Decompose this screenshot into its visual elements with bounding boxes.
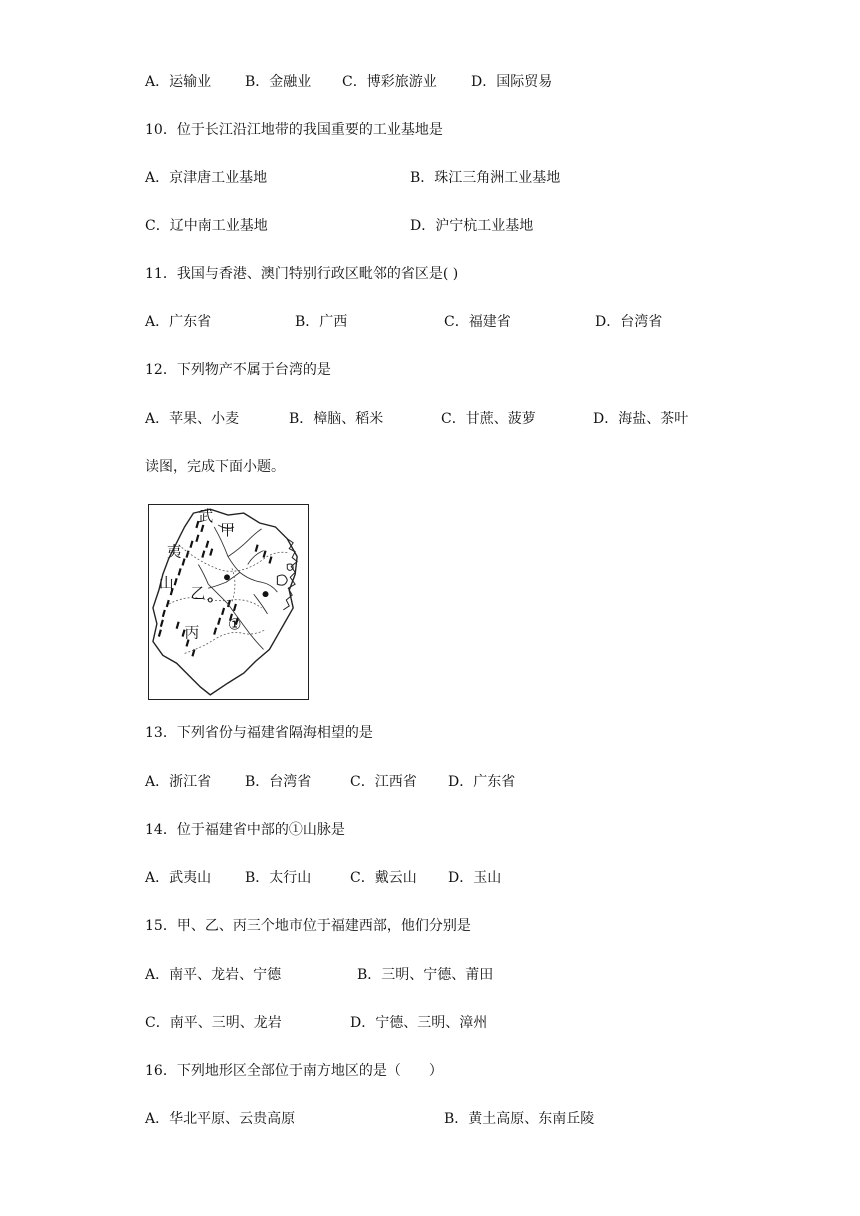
q13-option-c: C．江西省 (350, 774, 417, 790)
city-dot (224, 574, 230, 580)
q14-option-b: B．太行山 (245, 870, 312, 886)
q13-option-b: B．台湾省 (245, 774, 312, 790)
q9-option-b: B．金融业 (245, 74, 312, 90)
q14-option-d: D．玉山 (448, 870, 502, 886)
city-dot (263, 591, 269, 597)
q13-option-d: D．广东省 (448, 774, 516, 790)
q12-option-c: C．甘蔗、菠萝 (441, 411, 536, 427)
fujian-map-drawing (149, 505, 308, 699)
map-label-yi: 夷 (166, 543, 182, 561)
q11-option-b: B．广西 (295, 314, 348, 330)
q15-option-d: D．宁德、三明、漳州 (350, 1015, 488, 1031)
q12-stem: 12．下列物产不属于台湾的是 (145, 362, 331, 378)
q9-option-a: A．运输业 (145, 74, 212, 90)
q14-stem: 14．位于福建省中部的①山脉是 (145, 822, 345, 838)
mountain-range-marks (159, 521, 272, 656)
map-instruction: 读图，完成下面小题。 (145, 459, 285, 475)
map-label-wu: 武 (198, 508, 214, 526)
q9-option-c: C．博彩旅游业 (342, 74, 437, 90)
q10-option-b: B．珠江三角洲工业基地 (410, 170, 561, 186)
fujian-map (148, 504, 309, 700)
q12-option-d: D．海盐、茶叶 (593, 411, 689, 427)
q9-option-d: D．国际贸易 (471, 74, 553, 90)
map-label-shan: 山 (158, 575, 174, 593)
q10-option-a: A．京津唐工业基地 (145, 170, 268, 186)
q12-option-b: B．樟脑、稻米 (289, 411, 384, 427)
q10-option-c: C．辽中南工业基地 (145, 218, 268, 234)
q15-option-c: C．南平、三明、龙岩 (145, 1015, 282, 1031)
q13-stem: 13．下列省份与福建省隔海相望的是 (145, 725, 373, 741)
q11-option-d: D．台湾省 (595, 314, 663, 330)
q15-stem: 15．甲、乙、丙三个地市位于福建西部，他们分别是 (145, 918, 471, 934)
q12-option-a: A．苹果、小麦 (145, 411, 240, 427)
map-label-bing: 丙 (184, 624, 200, 642)
map-label-circle-one: ① (228, 616, 242, 634)
q16-stem: 16．下列地形区全部位于南方地区的是（ ） (145, 1063, 443, 1079)
q16-option-a: A．华北平原、云贵高原 (145, 1111, 296, 1127)
q15-option-a: A．南平、龙岩、宁德 (145, 967, 282, 983)
q16-option-b: B．黄土高原、东南丘陵 (444, 1111, 595, 1127)
map-label-yi2: 乙 (190, 585, 206, 603)
map-label-jia: 甲 (220, 521, 235, 539)
q13-option-a: A．浙江省 (145, 774, 212, 790)
q11-option-a: A．广东省 (145, 314, 212, 330)
q10-option-d: D．沪宁杭工业基地 (410, 218, 534, 234)
q11-option-c: C．福建省 (444, 314, 511, 330)
q14-option-a: A．武夷山 (145, 870, 212, 886)
q11-stem: 11．我国与香港、澳门特别行政区毗邻的省区是( ) (145, 266, 459, 282)
q15-option-b: B．三明、宁德、莆田 (357, 967, 494, 983)
q14-option-c: C．戴云山 (350, 870, 417, 886)
q10-stem: 10．位于长江沿江地带的我国重要的工业基地是 (145, 122, 443, 138)
